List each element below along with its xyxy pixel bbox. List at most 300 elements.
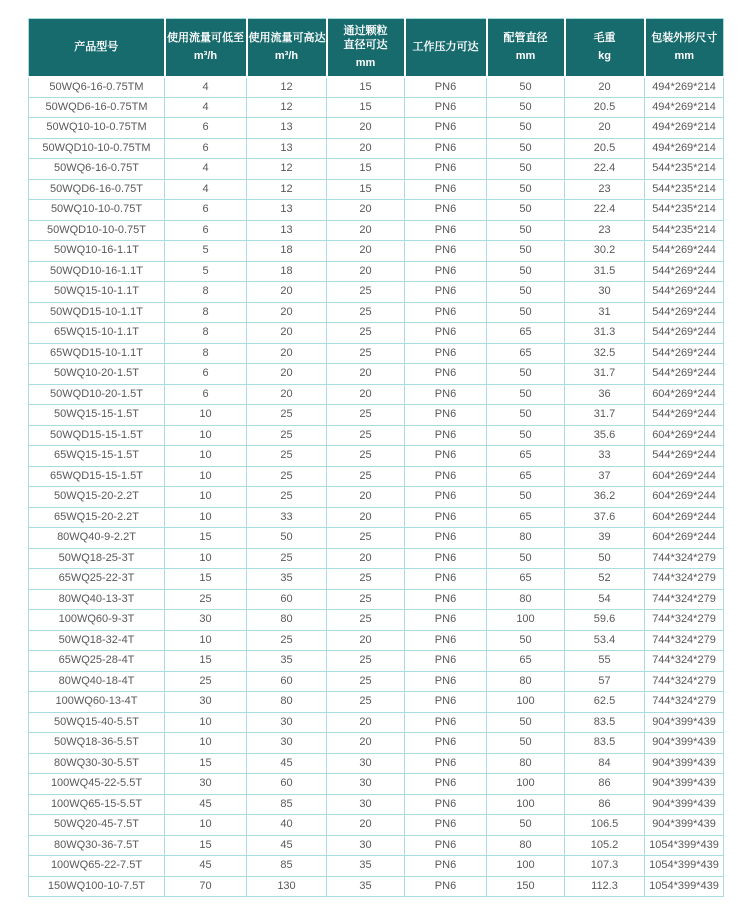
value-cell: 10 bbox=[165, 405, 247, 426]
value-cell: 13 bbox=[247, 118, 327, 139]
value-cell: 544*269*244 bbox=[645, 405, 724, 426]
value-cell: 604*269*244 bbox=[645, 528, 724, 549]
model-cell: 80WQ40-9-2.2T bbox=[29, 528, 165, 549]
column-header-unit: mm bbox=[674, 50, 695, 63]
value-cell: 20 bbox=[327, 261, 405, 282]
table-row bbox=[29, 302, 724, 323]
value-cell: 6 bbox=[165, 138, 247, 159]
value-cell: 10 bbox=[165, 548, 247, 569]
value-cell: 544*235*214 bbox=[645, 159, 724, 180]
table-header bbox=[29, 19, 724, 77]
value-cell: 65 bbox=[487, 446, 565, 467]
model-cell: 50WQ18-32-4T bbox=[29, 630, 165, 651]
column-header-5 bbox=[487, 19, 565, 77]
table-row bbox=[29, 753, 724, 774]
value-cell: 10 bbox=[165, 446, 247, 467]
column-header-3 bbox=[327, 19, 405, 77]
value-cell: 744*324*279 bbox=[645, 610, 724, 631]
column-header-label: 使用流量可高达 bbox=[248, 32, 326, 45]
value-cell: 494*269*214 bbox=[645, 118, 724, 139]
value-cell: 31.3 bbox=[565, 323, 645, 344]
value-cell: 4 bbox=[165, 97, 247, 118]
value-cell: PN6 bbox=[405, 97, 487, 118]
value-cell: 25 bbox=[247, 466, 327, 487]
value-cell: PN6 bbox=[405, 241, 487, 262]
table-row bbox=[29, 384, 724, 405]
value-cell: 50 bbox=[487, 712, 565, 733]
value-cell: 10 bbox=[165, 630, 247, 651]
value-cell: 65 bbox=[487, 343, 565, 364]
value-cell: 80 bbox=[487, 671, 565, 692]
value-cell: 744*324*279 bbox=[645, 692, 724, 713]
column-header-label: 产品型号 bbox=[74, 41, 119, 54]
value-cell: 84 bbox=[565, 753, 645, 774]
value-cell: PN6 bbox=[405, 856, 487, 877]
value-cell: 544*269*244 bbox=[645, 261, 724, 282]
value-cell: 50 bbox=[487, 241, 565, 262]
value-cell: 494*269*214 bbox=[645, 138, 724, 159]
column-header-unit: mm bbox=[355, 57, 376, 70]
value-cell: 105.2 bbox=[565, 835, 645, 856]
value-cell: 20 bbox=[327, 118, 405, 139]
value-cell: 6 bbox=[165, 384, 247, 405]
value-cell: 65 bbox=[487, 466, 565, 487]
value-cell: PN6 bbox=[405, 302, 487, 323]
value-cell: PN6 bbox=[405, 343, 487, 364]
value-cell: 1054*399*439 bbox=[645, 835, 724, 856]
column-header-label: 工作压力可达 bbox=[412, 41, 479, 54]
model-cell: 50WQ10-16-1.1T bbox=[29, 241, 165, 262]
table-row bbox=[29, 856, 724, 877]
column-header-label: 直径可达 bbox=[343, 39, 388, 52]
value-cell: 15 bbox=[165, 835, 247, 856]
value-cell: 35 bbox=[247, 651, 327, 672]
value-cell: 50 bbox=[487, 815, 565, 836]
value-cell: 30 bbox=[247, 712, 327, 733]
value-cell: 50 bbox=[247, 528, 327, 549]
value-cell: 10 bbox=[165, 712, 247, 733]
table-row bbox=[29, 138, 724, 159]
value-cell: 904*399*439 bbox=[645, 815, 724, 836]
model-cell: 50WQD10-20-1.5T bbox=[29, 384, 165, 405]
value-cell: 20 bbox=[247, 282, 327, 303]
value-cell: 25 bbox=[165, 589, 247, 610]
table-row bbox=[29, 487, 724, 508]
value-cell: 10 bbox=[165, 487, 247, 508]
column-header-label: 使用流量可低至 bbox=[167, 32, 244, 45]
table-row bbox=[29, 261, 724, 282]
value-cell: 20 bbox=[247, 343, 327, 364]
value-cell: 30.2 bbox=[565, 241, 645, 262]
value-cell: 112.3 bbox=[565, 876, 645, 897]
value-cell: 20 bbox=[327, 712, 405, 733]
value-cell: 65 bbox=[487, 323, 565, 344]
table-row bbox=[29, 774, 724, 795]
table-row bbox=[29, 200, 724, 221]
column-header-unit: m³/h bbox=[274, 50, 299, 63]
value-cell: 18 bbox=[247, 241, 327, 262]
value-cell: 6 bbox=[165, 364, 247, 385]
value-cell: 25 bbox=[327, 466, 405, 487]
value-cell: 20 bbox=[327, 220, 405, 241]
value-cell: 744*324*279 bbox=[645, 671, 724, 692]
value-cell: 22.4 bbox=[565, 200, 645, 221]
table-row bbox=[29, 548, 724, 569]
value-cell: 20 bbox=[327, 384, 405, 405]
value-cell: 60 bbox=[247, 589, 327, 610]
value-cell: 20 bbox=[327, 138, 405, 159]
model-cell: 65WQD15-15-1.5T bbox=[29, 466, 165, 487]
value-cell: 904*399*439 bbox=[645, 712, 724, 733]
value-cell: PN6 bbox=[405, 876, 487, 897]
value-cell: 30 bbox=[165, 774, 247, 795]
value-cell: 31.7 bbox=[565, 364, 645, 385]
model-cell: 50WQ10-10-0.75TM bbox=[29, 118, 165, 139]
value-cell: PN6 bbox=[405, 77, 487, 98]
table-row bbox=[29, 815, 724, 836]
model-cell: 50WQD10-10-0.75T bbox=[29, 220, 165, 241]
model-cell: 100WQ45-22-5.5T bbox=[29, 774, 165, 795]
value-cell: 45 bbox=[247, 753, 327, 774]
value-cell: 12 bbox=[247, 97, 327, 118]
value-cell: 25 bbox=[327, 282, 405, 303]
value-cell: 25 bbox=[327, 302, 405, 323]
value-cell: 23 bbox=[565, 220, 645, 241]
value-cell: 18 bbox=[247, 261, 327, 282]
model-cell: 50WQD10-10-0.75TM bbox=[29, 138, 165, 159]
table-row bbox=[29, 323, 724, 344]
value-cell: 20 bbox=[247, 323, 327, 344]
model-cell: 80WQ40-18-4T bbox=[29, 671, 165, 692]
value-cell: PN6 bbox=[405, 651, 487, 672]
value-cell: PN6 bbox=[405, 815, 487, 836]
value-cell: PN6 bbox=[405, 405, 487, 426]
value-cell: 30 bbox=[327, 835, 405, 856]
value-cell: 35 bbox=[327, 856, 405, 877]
value-cell: 25 bbox=[327, 671, 405, 692]
value-cell: 85 bbox=[247, 794, 327, 815]
value-cell: 30 bbox=[247, 733, 327, 754]
value-cell: 130 bbox=[247, 876, 327, 897]
value-cell: 30 bbox=[327, 753, 405, 774]
value-cell: 744*324*279 bbox=[645, 630, 724, 651]
value-cell: 25 bbox=[327, 589, 405, 610]
value-cell: 50 bbox=[487, 384, 565, 405]
model-cell: 65WQ15-20-2.2T bbox=[29, 507, 165, 528]
value-cell: 20 bbox=[327, 815, 405, 836]
value-cell: 15 bbox=[327, 97, 405, 118]
value-cell: 23 bbox=[565, 179, 645, 200]
value-cell: 15 bbox=[165, 569, 247, 590]
value-cell: 25 bbox=[247, 446, 327, 467]
value-cell: 107.3 bbox=[565, 856, 645, 877]
value-cell: 50 bbox=[487, 425, 565, 446]
value-cell: 100 bbox=[487, 856, 565, 877]
value-cell: 6 bbox=[165, 200, 247, 221]
value-cell: 25 bbox=[327, 528, 405, 549]
value-cell: PN6 bbox=[405, 794, 487, 815]
table-row bbox=[29, 528, 724, 549]
column-header-label: 毛重 bbox=[593, 32, 616, 45]
model-cell: 50WQ15-15-1.5T bbox=[29, 405, 165, 426]
value-cell: 20 bbox=[327, 241, 405, 262]
value-cell: 20 bbox=[247, 364, 327, 385]
value-cell: 10 bbox=[165, 425, 247, 446]
value-cell: 8 bbox=[165, 323, 247, 344]
table-row bbox=[29, 77, 724, 98]
value-cell: 20 bbox=[327, 548, 405, 569]
header-row bbox=[29, 19, 724, 77]
model-cell: 50WQ18-36-5.5T bbox=[29, 733, 165, 754]
value-cell: 15 bbox=[165, 753, 247, 774]
value-cell: PN6 bbox=[405, 835, 487, 856]
model-cell: 80WQ30-36-7.5T bbox=[29, 835, 165, 856]
value-cell: PN6 bbox=[405, 589, 487, 610]
value-cell: 39 bbox=[565, 528, 645, 549]
value-cell: 604*269*244 bbox=[645, 425, 724, 446]
value-cell: 45 bbox=[165, 794, 247, 815]
value-cell: 1054*399*439 bbox=[645, 856, 724, 877]
value-cell: 50 bbox=[487, 733, 565, 754]
model-cell: 80WQ40-13-3T bbox=[29, 589, 165, 610]
value-cell: 50 bbox=[487, 302, 565, 323]
value-cell: 50 bbox=[487, 118, 565, 139]
column-header-unit: m³/h bbox=[193, 50, 218, 63]
value-cell: 544*269*244 bbox=[645, 343, 724, 364]
model-cell: 80WQ30-30-5.5T bbox=[29, 753, 165, 774]
value-cell: PN6 bbox=[405, 446, 487, 467]
value-cell: 544*235*214 bbox=[645, 220, 724, 241]
value-cell: 544*269*244 bbox=[645, 241, 724, 262]
table-row bbox=[29, 282, 724, 303]
value-cell: 744*324*279 bbox=[645, 589, 724, 610]
value-cell: 20 bbox=[247, 384, 327, 405]
model-cell: 65WQ15-15-1.5T bbox=[29, 446, 165, 467]
table-row bbox=[29, 446, 724, 467]
value-cell: 25 bbox=[247, 425, 327, 446]
table-row bbox=[29, 118, 724, 139]
value-cell: 30 bbox=[165, 692, 247, 713]
value-cell: 20 bbox=[327, 364, 405, 385]
value-cell: 50 bbox=[487, 261, 565, 282]
table-row bbox=[29, 876, 724, 897]
value-cell: 15 bbox=[165, 528, 247, 549]
value-cell: 8 bbox=[165, 343, 247, 364]
model-cell: 65WQ25-22-3T bbox=[29, 569, 165, 590]
value-cell: 20 bbox=[327, 200, 405, 221]
table-row bbox=[29, 425, 724, 446]
table-row bbox=[29, 835, 724, 856]
value-cell: PN6 bbox=[405, 712, 487, 733]
value-cell: PN6 bbox=[405, 282, 487, 303]
value-cell: 100 bbox=[487, 610, 565, 631]
value-cell: 494*269*214 bbox=[645, 97, 724, 118]
value-cell: 35.6 bbox=[565, 425, 645, 446]
value-cell: 62.5 bbox=[565, 692, 645, 713]
value-cell: 50 bbox=[565, 548, 645, 569]
value-cell: 70 bbox=[165, 876, 247, 897]
table-row bbox=[29, 733, 724, 754]
model-cell: 100WQ60-9-3T bbox=[29, 610, 165, 631]
model-cell: 50WQD15-15-1.5T bbox=[29, 425, 165, 446]
table-row bbox=[29, 569, 724, 590]
value-cell: 25 bbox=[327, 692, 405, 713]
value-cell: 37 bbox=[565, 466, 645, 487]
value-cell: 15 bbox=[327, 179, 405, 200]
value-cell: 50 bbox=[487, 77, 565, 98]
table-row bbox=[29, 610, 724, 631]
value-cell: 15 bbox=[165, 651, 247, 672]
value-cell: 25 bbox=[327, 610, 405, 631]
table-row bbox=[29, 794, 724, 815]
table-row bbox=[29, 159, 724, 180]
value-cell: 10 bbox=[165, 466, 247, 487]
value-cell: 31 bbox=[565, 302, 645, 323]
value-cell: 5 bbox=[165, 241, 247, 262]
table-row bbox=[29, 466, 724, 487]
model-cell: 50WQ20-45-7.5T bbox=[29, 815, 165, 836]
value-cell: 33 bbox=[565, 446, 645, 467]
table-row bbox=[29, 671, 724, 692]
value-cell: 904*399*439 bbox=[645, 753, 724, 774]
value-cell: 30 bbox=[165, 610, 247, 631]
model-cell: 50WQ6-16-0.75TM bbox=[29, 77, 165, 98]
value-cell: 40 bbox=[247, 815, 327, 836]
value-cell: 904*399*439 bbox=[645, 774, 724, 795]
value-cell: 6 bbox=[165, 220, 247, 241]
value-cell: 50 bbox=[487, 159, 565, 180]
value-cell: 30 bbox=[565, 282, 645, 303]
value-cell: 15 bbox=[327, 77, 405, 98]
value-cell: 5 bbox=[165, 261, 247, 282]
value-cell: 20 bbox=[327, 487, 405, 508]
value-cell: PN6 bbox=[405, 733, 487, 754]
value-cell: 4 bbox=[165, 159, 247, 180]
value-cell: 12 bbox=[247, 159, 327, 180]
value-cell: PN6 bbox=[405, 569, 487, 590]
model-cell: 100WQ65-22-7.5T bbox=[29, 856, 165, 877]
value-cell: 54 bbox=[565, 589, 645, 610]
value-cell: 80 bbox=[247, 692, 327, 713]
value-cell: 80 bbox=[487, 589, 565, 610]
value-cell: 50 bbox=[487, 548, 565, 569]
value-cell: 80 bbox=[487, 753, 565, 774]
value-cell: 744*324*279 bbox=[645, 569, 724, 590]
model-cell: 50WQD10-16-1.1T bbox=[29, 261, 165, 282]
value-cell: 106.5 bbox=[565, 815, 645, 836]
value-cell: 544*269*244 bbox=[645, 364, 724, 385]
value-cell: 15 bbox=[327, 159, 405, 180]
value-cell: 6 bbox=[165, 118, 247, 139]
value-cell: 59.6 bbox=[565, 610, 645, 631]
value-cell: 544*269*244 bbox=[645, 282, 724, 303]
value-cell: 20 bbox=[327, 630, 405, 651]
value-cell: 13 bbox=[247, 138, 327, 159]
value-cell: 31.7 bbox=[565, 405, 645, 426]
value-cell: 60 bbox=[247, 774, 327, 795]
table-body bbox=[29, 77, 724, 897]
value-cell: PN6 bbox=[405, 548, 487, 569]
value-cell: 22.4 bbox=[565, 159, 645, 180]
table-row bbox=[29, 589, 724, 610]
column-header-unit: kg bbox=[598, 50, 611, 63]
value-cell: 86 bbox=[565, 794, 645, 815]
value-cell: 604*269*244 bbox=[645, 466, 724, 487]
model-cell: 100WQ60-13-4T bbox=[29, 692, 165, 713]
value-cell: 50 bbox=[487, 282, 565, 303]
value-cell: PN6 bbox=[405, 384, 487, 405]
table-row bbox=[29, 343, 724, 364]
value-cell: 50 bbox=[487, 364, 565, 385]
table-row bbox=[29, 220, 724, 241]
table-row bbox=[29, 97, 724, 118]
value-cell: 83.5 bbox=[565, 733, 645, 754]
value-cell: PN6 bbox=[405, 261, 487, 282]
value-cell: 37.6 bbox=[565, 507, 645, 528]
value-cell: PN6 bbox=[405, 528, 487, 549]
model-cell: 65WQD15-10-1.1T bbox=[29, 343, 165, 364]
value-cell: 10 bbox=[165, 507, 247, 528]
value-cell: 65 bbox=[487, 569, 565, 590]
value-cell: 744*324*279 bbox=[645, 651, 724, 672]
value-cell: 25 bbox=[247, 405, 327, 426]
value-cell: 53.4 bbox=[565, 630, 645, 651]
value-cell: 50 bbox=[487, 97, 565, 118]
value-cell: 1054*399*439 bbox=[645, 876, 724, 897]
model-cell: 100WQ65-15-5.5T bbox=[29, 794, 165, 815]
value-cell: 25 bbox=[327, 446, 405, 467]
value-cell: 904*399*439 bbox=[645, 794, 724, 815]
model-cell: 50WQ10-10-0.75T bbox=[29, 200, 165, 221]
value-cell: PN6 bbox=[405, 179, 487, 200]
value-cell: 494*269*214 bbox=[645, 77, 724, 98]
model-cell: 50WQD6-16-0.75T bbox=[29, 179, 165, 200]
value-cell: 50 bbox=[487, 220, 565, 241]
value-cell: 33 bbox=[247, 507, 327, 528]
value-cell: PN6 bbox=[405, 753, 487, 774]
value-cell: PN6 bbox=[405, 159, 487, 180]
value-cell: 604*269*244 bbox=[645, 384, 724, 405]
value-cell: 80 bbox=[487, 528, 565, 549]
column-header-label: 通过颗粒 bbox=[343, 25, 388, 38]
model-cell: 50WQD15-10-1.1T bbox=[29, 302, 165, 323]
model-cell: 65WQ25-28-4T bbox=[29, 651, 165, 672]
table-row bbox=[29, 712, 724, 733]
table-row bbox=[29, 364, 724, 385]
column-header-0 bbox=[29, 19, 165, 77]
value-cell: PN6 bbox=[405, 774, 487, 795]
value-cell: 50 bbox=[487, 200, 565, 221]
value-cell: PN6 bbox=[405, 487, 487, 508]
value-cell: 35 bbox=[327, 876, 405, 897]
value-cell: 25 bbox=[165, 671, 247, 692]
value-cell: 25 bbox=[327, 569, 405, 590]
value-cell: PN6 bbox=[405, 138, 487, 159]
value-cell: PN6 bbox=[405, 610, 487, 631]
column-header-6 bbox=[565, 19, 645, 77]
model-cell: 50WQ15-20-2.2T bbox=[29, 487, 165, 508]
column-header-1 bbox=[165, 19, 247, 77]
table-row bbox=[29, 692, 724, 713]
value-cell: 4 bbox=[165, 77, 247, 98]
value-cell: 65 bbox=[487, 651, 565, 672]
value-cell: 25 bbox=[327, 343, 405, 364]
value-cell: 85 bbox=[247, 856, 327, 877]
value-cell: 604*269*244 bbox=[645, 487, 724, 508]
value-cell: 50 bbox=[487, 179, 565, 200]
column-header-label: 包装外形尺寸 bbox=[651, 32, 718, 45]
value-cell: 36 bbox=[565, 384, 645, 405]
